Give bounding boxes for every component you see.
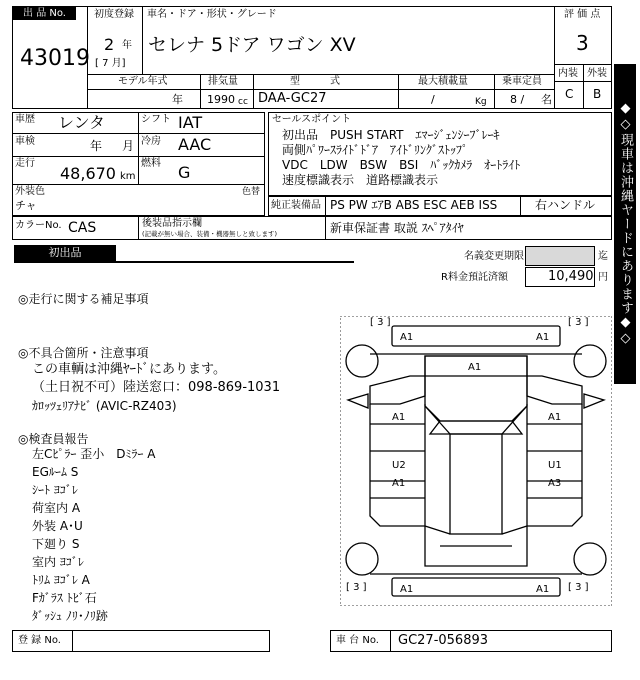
first-reg-year-unit: 年 bbox=[122, 40, 132, 51]
mark-door-left-lower: A1 bbox=[392, 478, 406, 489]
chassis-label: 車 台 No. bbox=[336, 635, 379, 646]
aftermarket-label: 後装品指示欄 bbox=[142, 218, 202, 229]
tire-bottom-right: [ 3 ] bbox=[568, 582, 589, 593]
mark-door-right-upper: U1 bbox=[548, 460, 562, 471]
driving-notes-title: ◎走行に関する補足事項 bbox=[18, 292, 149, 306]
sales-points-label: セールスポイント bbox=[272, 114, 352, 125]
capacity-unit: Kg bbox=[475, 97, 487, 107]
inspector-line: 室内 ﾖｺﾞﾚ bbox=[32, 555, 84, 569]
capacity-label: 最大積載量 bbox=[418, 76, 468, 87]
mileage-unit: km bbox=[120, 171, 136, 182]
inspector-line: Fｶﾞﾗｽ ﾄﾋﾞ石 bbox=[32, 591, 97, 605]
exterior-grade: B bbox=[593, 87, 602, 101]
sales-point-line: 速度標識表示 道路標識表示 bbox=[282, 173, 439, 187]
reg-no-label: 登 録 No. bbox=[18, 635, 61, 646]
inspector-line: ﾀﾞｯｼｭ ﾉﾘ･ﾉﾘ跡 bbox=[32, 609, 108, 623]
chassis-no: GC27-056893 bbox=[398, 633, 489, 648]
inspector-line: ﾄﾘﾑ ﾖｺﾞﾚ A bbox=[32, 573, 90, 587]
inspector-line: 外装 A･U bbox=[32, 519, 83, 533]
mark-bumper-front-left: A1 bbox=[400, 332, 414, 343]
score-label: 評 価 点 bbox=[564, 9, 601, 20]
type-label: 型 式 bbox=[290, 76, 340, 87]
first-listing-tag: 初出品 bbox=[14, 245, 116, 261]
type-value: DAA-GC27 bbox=[258, 91, 327, 106]
inspection-year: 年 bbox=[90, 139, 103, 153]
inspector-line: 左Cﾋﾟﾗｰ 歪小 Dﾐﾗｰ A bbox=[32, 447, 156, 461]
model-year-unit: 年 bbox=[172, 93, 183, 106]
inspector-line: 下廻り S bbox=[32, 537, 80, 551]
first-reg-month: [ 7 月] bbox=[95, 58, 126, 69]
name-change-unit: 迄 bbox=[598, 251, 608, 262]
sales-point-line: 両側ﾊﾟﾜｰｽﾗｲﾄﾞﾄﾞｱ ｱｲﾄﾞﾘﾝｸﾞｽﾄｯﾌﾟ bbox=[282, 143, 469, 157]
ext-color-value: チャ bbox=[15, 199, 37, 212]
color-no-value: CAS bbox=[68, 220, 97, 236]
mark-fender-left: A1 bbox=[392, 412, 406, 423]
seats-label: 乗車定員 bbox=[502, 76, 542, 87]
color-code-label: 色替 bbox=[242, 187, 261, 197]
recycle-unit: 円 bbox=[598, 272, 608, 283]
color-no-label: カラーNo. bbox=[15, 220, 62, 231]
displacement-value: 1990 bbox=[207, 93, 235, 106]
aftermarket-note: (記載が無い場合、装備・機器無しと致します) bbox=[142, 230, 278, 238]
history-value: レンタ bbox=[58, 113, 105, 132]
recycle-label: R料金預託済額 bbox=[441, 272, 508, 283]
mileage-label: 走行 bbox=[15, 158, 35, 169]
displacement-unit: cc bbox=[238, 97, 248, 107]
first-reg-label: 初度登録 bbox=[94, 9, 134, 20]
side-banner bbox=[614, 64, 636, 384]
seats-unit: 名 bbox=[541, 93, 552, 106]
ext-color-label: 外装色 bbox=[15, 186, 45, 197]
steering-value: 右ハンドル bbox=[535, 198, 596, 212]
side-banner-text: ◆◇現車は沖縄ヤードにあります◆◇ bbox=[618, 101, 633, 347]
sales-point-line: VDC LDW BSW BSI ﾊﾞｯｸｶﾒﾗ ｵｰﾄﾗｲﾄ bbox=[282, 158, 521, 172]
inspector-line: ｼｰﾄ ﾖｺﾞﾚ bbox=[32, 483, 78, 497]
score-value: 3 bbox=[576, 31, 589, 55]
equipment-label: 純正装備品 bbox=[271, 200, 321, 211]
model-year-label: モデル年式 bbox=[118, 76, 168, 87]
exterior-label: 外装 bbox=[587, 68, 607, 79]
inspection-label: 車検 bbox=[15, 136, 35, 147]
lot-label: 出 品 No. bbox=[13, 7, 76, 20]
mark-bumper-rear-right: A1 bbox=[536, 584, 550, 595]
equipment-items: PS PW ｴｱB ABS ESC AEB ISS bbox=[330, 198, 498, 212]
inspector-line: EGﾙｰﾑ S bbox=[32, 465, 79, 479]
fuel-label: 燃料 bbox=[141, 158, 161, 169]
tire-bottom-left: [ 3 ] bbox=[346, 582, 367, 593]
ac-label: 冷房 bbox=[141, 136, 161, 147]
shift-label: シフト bbox=[141, 114, 171, 125]
mark-bumper-front-right: A1 bbox=[536, 332, 550, 343]
inspector-title: ◎検査員報告 bbox=[18, 432, 89, 446]
mileage-value: 48,670 bbox=[60, 164, 116, 183]
inspection-month: 月 bbox=[122, 139, 135, 153]
name-change-label: 名義変更期限 bbox=[464, 251, 524, 262]
defects-title: ◎不具合箇所・注意事項 bbox=[18, 346, 149, 360]
name-label: 車名・ドア・形状・グレード bbox=[147, 9, 277, 20]
mark-hood: A1 bbox=[468, 362, 482, 373]
interior-label: 内装 bbox=[558, 68, 578, 79]
warranty-items: 新車保証書 取説 ｽﾍﾟｱﾀｲﾔ bbox=[330, 221, 464, 235]
mark-door-left-upper: U2 bbox=[392, 460, 406, 471]
sales-point-line: 初出品 PUSH START ｴﾏｰｼﾞｪﾝｼｰﾌﾞﾚｰｷ bbox=[282, 128, 500, 142]
car-damage-diagram bbox=[340, 316, 612, 606]
seats-value: 8 / bbox=[510, 93, 525, 106]
tire-top-left: [ 3 ] bbox=[370, 317, 391, 328]
interior-grade: C bbox=[565, 87, 574, 101]
defect-line: ｶﾛｯﾂｪﾘｱﾅﾋﾞ (AVIC-RZ403) bbox=[32, 399, 177, 413]
color-row-frame bbox=[12, 216, 612, 240]
lot-number: 43019 bbox=[20, 46, 90, 71]
defect-line: （土日祝不可）陸送窓口：098-869-1031 bbox=[32, 380, 281, 395]
mark-fender-right: A1 bbox=[548, 412, 562, 423]
history-label: 車歴 bbox=[15, 114, 35, 125]
tire-top-right: [ 3 ] bbox=[568, 317, 589, 328]
capacity-value: / bbox=[431, 93, 435, 106]
recycle-amount: 10,490 bbox=[548, 269, 594, 284]
name-change-field bbox=[525, 246, 595, 266]
mark-bumper-rear-left: A1 bbox=[400, 584, 414, 595]
fuel-value: G bbox=[178, 163, 191, 182]
shift-value: IAT bbox=[178, 113, 203, 132]
inspector-line: 荷室内 A bbox=[32, 501, 81, 515]
mark-door-right-lower: A3 bbox=[548, 478, 562, 489]
car-name: セレナ 5ドア ワゴン XV bbox=[148, 34, 356, 56]
displacement-label: 排気量 bbox=[208, 76, 238, 87]
first-reg-year: 2 bbox=[104, 35, 115, 54]
ac-value: AAC bbox=[178, 135, 212, 154]
defect-line: この車輌は沖縄ﾔｰﾄﾞにあります。 bbox=[32, 362, 226, 377]
